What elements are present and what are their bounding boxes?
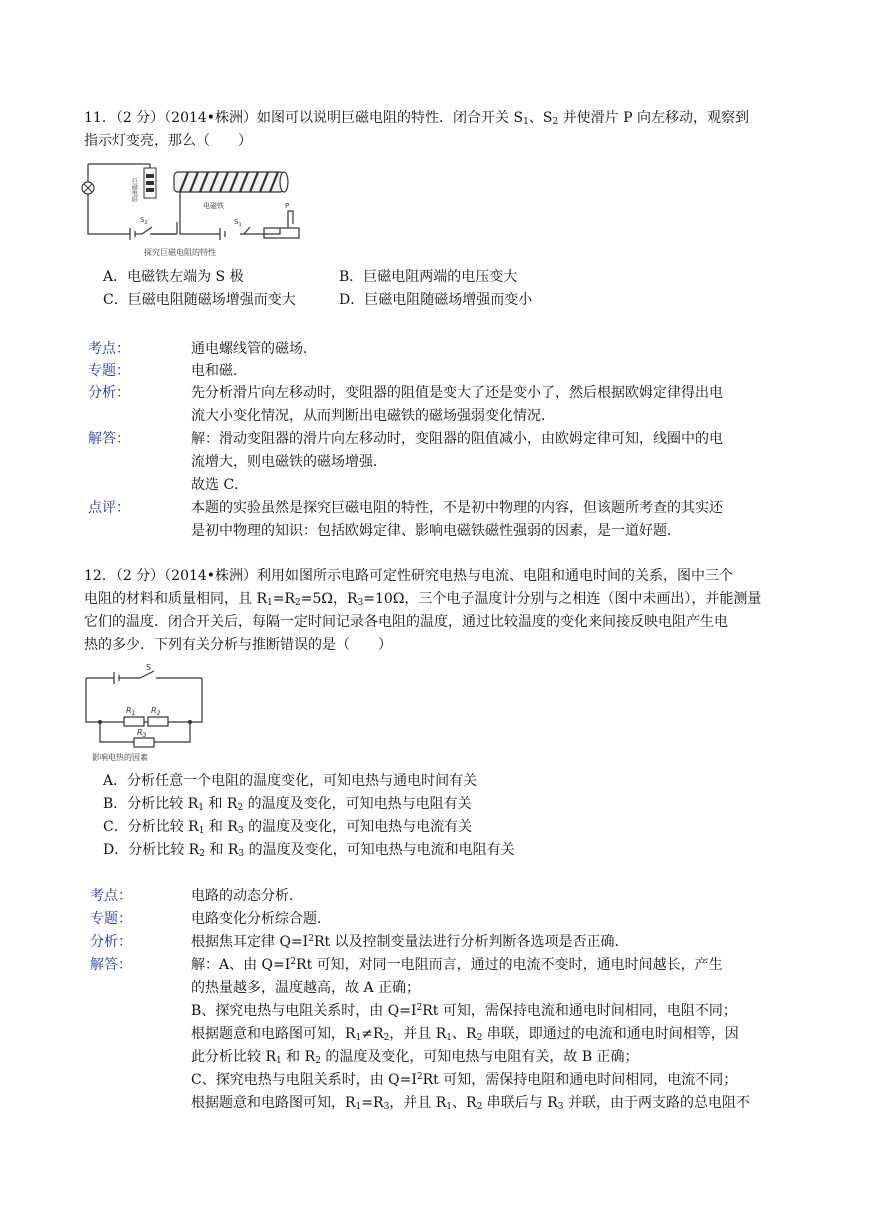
q12-jieda-line-5: 此分析比较 $R_1$ 和 $R_2$ 的温度及变化，可知电热与电阻有关，故 B 正确； [191, 1049, 639, 1066]
q12-stem-line-2: 电阻的材料和质量相同，且 $R_1=R_2=5\Omega$，$R_3=10\Omega$，三个电子温度计分别与之相连（图中未画出），并能测量 [84, 591, 762, 608]
q11-dianping-line-2: 是初中物理的知识：包括欧姆定律、影响电磁铁磁性强弱的因素，是一道好题． [191, 523, 681, 539]
q11-kaodian: 通电螺线管的磁场． [191, 341, 317, 357]
r3-label: $R_3$ [137, 728, 147, 739]
q11-jieda-line-1: 解：滑动变阻器的滑片向左移动时，变阻器的阻值减小，由欧姆定律可知，线圈中的电 [191, 431, 723, 447]
q12-stem-line-1: 12．（2 分）（2014•株洲）利用如图所示电路可定性研究电热与电流、电阻和通电时间的关系，图中三个 [84, 568, 734, 584]
q12-jieda-line-7: 根据题意和电路图可知，$R_1=R_3$，并且 $R_1$、$R_2$ 串联后与 $R_3$ 并联，由于两支路的总电阻不 [191, 1095, 750, 1112]
q12-fenxi-label: 分析： [90, 934, 132, 950]
r3-resistor-icon [134, 738, 154, 747]
q11-stem-line-2: 指示灯变亮，那么（ ） [84, 133, 252, 149]
q11-fenxi-line-1: 先分析滑片向左移动时，变阻器的阻值是变大了还是变小了，然后根据欧姆定律得出电 [191, 385, 723, 401]
q11-kaodian-label: 考点： [88, 341, 130, 357]
q12-fenxi: 根据焦耳定律 $Q=I^2Rt$ 以及控制变量法进行分析判断各选项是否正确． [191, 934, 629, 950]
electromagnet-label: 电磁铁 [203, 202, 224, 210]
q12-option-c: C．分析比较 $R_1$ 和 $R_3$ 的温度及变化，可知电热与电流有关 [103, 819, 473, 836]
q11-jieda-line-3: 故选 C． [191, 477, 249, 493]
q12-kaodian: 电路的动态分析． [191, 888, 303, 904]
q11-option-c: C．巨磁电阻随磁场增强而变大 [103, 292, 296, 308]
q11-stem-line-1: 11．（2 分）（2014•株洲）如图可以说明巨磁电阻的特性．闭合开关 $S_1$、$S_2$ 并使滑片 P 向左移动，观察到 [84, 110, 749, 127]
q11-jieda-label: 解答： [88, 431, 130, 447]
q11-option-d: D．巨磁电阻随磁场增强而变小 [339, 292, 533, 308]
s2-label: $S_2$ [140, 216, 148, 226]
q12-stem-line-3: 它们的温度．闭合开关后，每隔一定时间记录各电阻的温度，通过比较温度的变化来间接反映电阻产生电 [84, 614, 728, 630]
q12-jieda-line-2: 的热量越多，温度越高，故 A 正确； [191, 980, 421, 996]
q12-zhuanti: 电路变化分析综合题． [191, 911, 331, 927]
q11-figure-caption: 探究巨磁电阻的特性 [144, 248, 216, 257]
r2-label: $R_2$ [151, 706, 161, 717]
q12-option-b: B．分析比较 $R_1$ 和 $R_2$ 的温度及变化，可知电热与电阻有关 [103, 796, 472, 813]
q12-figure-heat-circuit [80, 660, 210, 764]
q11-fenxi-label: 分析： [88, 385, 130, 401]
q12-jieda-line-6: C、探究电热与电阻关系时，由 $Q=I^2Rt$ 可知，需保持电阻和通电时间相同，电流不同； [191, 1072, 738, 1088]
q12-option-a: A．分析任意一个电阻的温度变化，可知电热与通电时间有关 [103, 773, 478, 789]
switch-s-label: S [146, 663, 152, 672]
q11-option-a: A．电磁铁左端为 S 极 [103, 269, 244, 285]
q12-kaodian-label: 考点： [90, 888, 132, 904]
q11-zhuanti-label: 专题： [88, 363, 130, 379]
q11-fenxi-line-2: 流大小变化情况，从而判断出电磁铁的磁场强弱变化情况． [191, 408, 555, 424]
q12-jieda-line-3: B、探究电热与电阻关系时，由 $Q=I^2Rt$ 可知，需保持电流和通电时间相同，电阻不同； [191, 1003, 737, 1019]
r1-resistor-icon [124, 717, 144, 726]
r1-label: $R_1$ [126, 706, 136, 717]
q12-zhuanti-label: 专题： [90, 911, 132, 927]
q11-dianping-line-1: 本题的实验虽然是探究巨磁电阻的特性，不是初中物理的内容，但该题所考查的其实还 [191, 500, 723, 516]
q11-dianping-label: 点评： [88, 500, 130, 516]
q12-jieda-line-4: 根据题意和电路图可知，$R_1\ne R_2$，并且 $R_1$、$R_2$ 串联，即通过的电流和通电时间相等，因 [191, 1026, 739, 1043]
q11-option-b: B．巨磁电阻两端的电压变大 [339, 269, 518, 285]
q12-jieda-line-1: 解：A、由 $Q=I^2Rt$ 可知，对同一电阻而言，通过的电流不变时，通电时间越长，产生 [191, 957, 723, 973]
q12-figure-caption: 影响电热的因素 [92, 753, 148, 762]
r2-resistor-icon [148, 717, 168, 726]
q12-jieda-label: 解答： [90, 957, 132, 973]
q11-jieda-line-2: 流增大，则电磁铁的磁场增强． [191, 454, 387, 470]
q11-zhuanti: 电和磁． [191, 363, 247, 379]
q12-stem-line-4: 热的多少．下列有关分析与推断错误的是（ ） [84, 637, 392, 653]
q12-option-d: D．分析比较 $R_2$ 和 $R_3$ 的温度及变化，可知电热与电流和电阻有关 [103, 842, 515, 859]
p-label: P [285, 202, 290, 210]
gmr-label: 巨磁电阻 [130, 178, 138, 202]
q11-figure-gmr-circuit [80, 156, 305, 262]
s1-label: $S_1$ [234, 218, 242, 228]
electromagnet-coil-icon [174, 172, 288, 192]
